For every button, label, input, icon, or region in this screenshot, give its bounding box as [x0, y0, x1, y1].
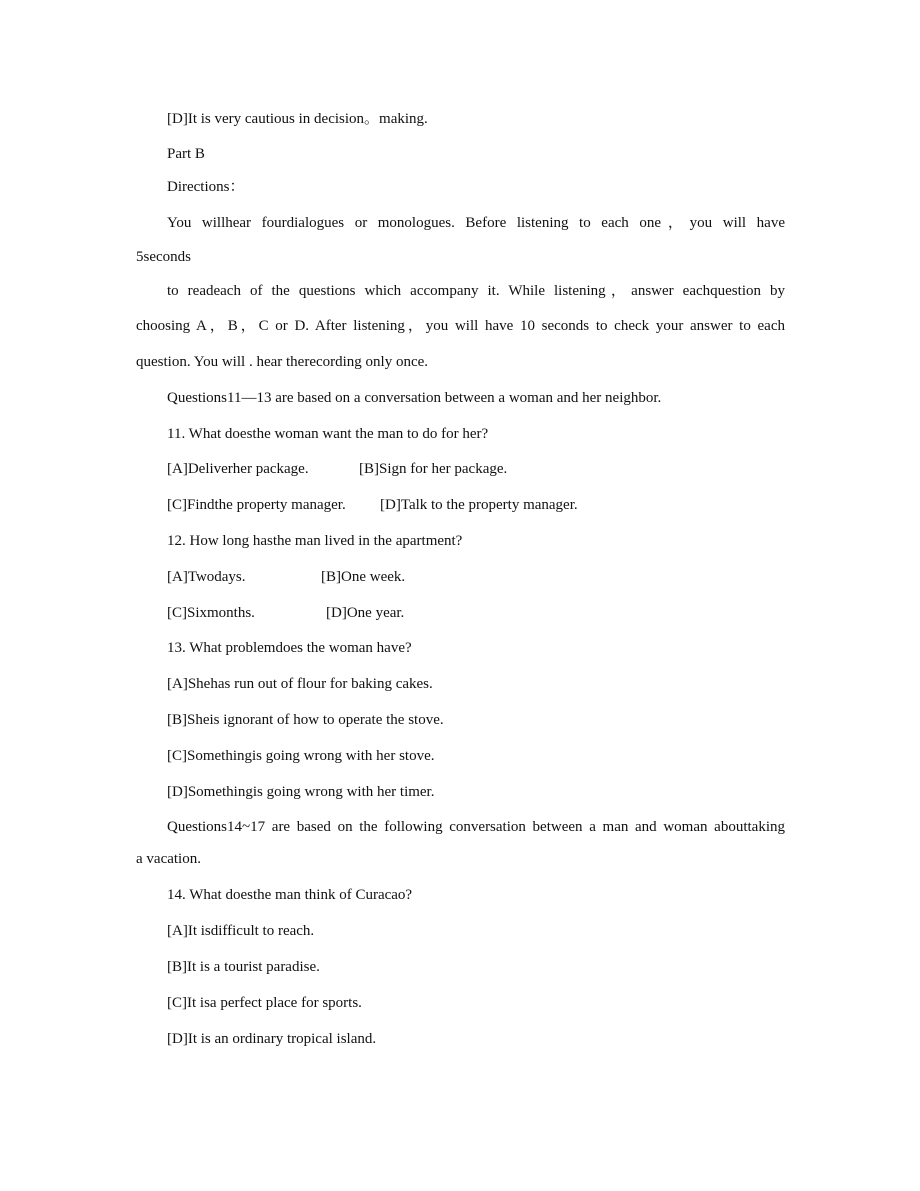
question-14-option-b: [B]It is a tourist paradise.: [167, 959, 320, 975]
question-12-option-b: [B]One week.: [321, 569, 406, 585]
question-13-option-c: [C]Somethingis going wrong with her stove.: [167, 748, 435, 764]
directions-label: Directions：: [167, 179, 245, 195]
questions-14-17-intro-line-1: Questions14~17 are based on the following conversation between a man and woman abouttaking: [167, 819, 785, 835]
question-13-option-b: [B]Sheis ignorant of how to operate the stove.: [167, 712, 444, 728]
question-13-option-d: [D]Somethingis going wrong with her timer.: [167, 784, 435, 800]
question-11-option-c: [C]Findthe property manager.: [167, 497, 346, 513]
question-12-stem: 12. How long hasthe man lived in the apartment?: [167, 533, 463, 549]
directions-paragraph-1-line-1: You willhear fourdialogues or monologues. Before listening to each one，you will have: [167, 215, 785, 231]
question-13-option-a: [A]Shehas run out of flour for baking cakes.: [167, 676, 433, 692]
previous-option-d: [D]It is very cautious in decision。making.: [167, 111, 428, 127]
questions-11-13-intro: Questions11—13 are based on a conversation between a woman and her neighbor.: [167, 390, 662, 406]
question-11-option-d: [D]Talk to the property manager.: [380, 497, 578, 513]
question-12-option-a: [A]Twodays.: [167, 569, 246, 585]
question-14-stem: 14. What doesthe man think of Curacao?: [167, 887, 413, 903]
directions-paragraph-2-line-1: to readeach of the questions which accompany it. While listening，answer eachquestion by: [167, 283, 785, 299]
question-14-option-c: [C]It isa perfect place for sports.: [167, 995, 362, 1011]
question-14-option-a: [A]It isdifficult to reach.: [167, 923, 315, 939]
question-13-stem: 13. What problemdoes the woman have?: [167, 640, 412, 656]
question-12-option-c: [C]Sixmonths.: [167, 605, 255, 621]
directions-paragraph-2-line-2: choosing A，B，C or D. After listening，you will have 10 seconds to check your answer to each: [136, 318, 785, 334]
question-11-option-a: [A]Deliverher package.: [167, 461, 309, 477]
part-heading: Part B: [167, 146, 205, 162]
question-12-option-d: [D]One year.: [326, 605, 405, 621]
question-11-option-b: [B]Sign for her package.: [359, 461, 508, 477]
question-11-stem: 11. What doesthe woman want the man to do for her?: [167, 426, 489, 442]
directions-paragraph-1-line-2: 5seconds: [136, 249, 191, 265]
directions-paragraph-2-line-3: question. You will . hear therecording only once.: [136, 354, 429, 370]
questions-14-17-intro-line-2: a vacation.: [136, 851, 201, 867]
question-14-option-d: [D]It is an ordinary tropical island.: [167, 1031, 377, 1047]
